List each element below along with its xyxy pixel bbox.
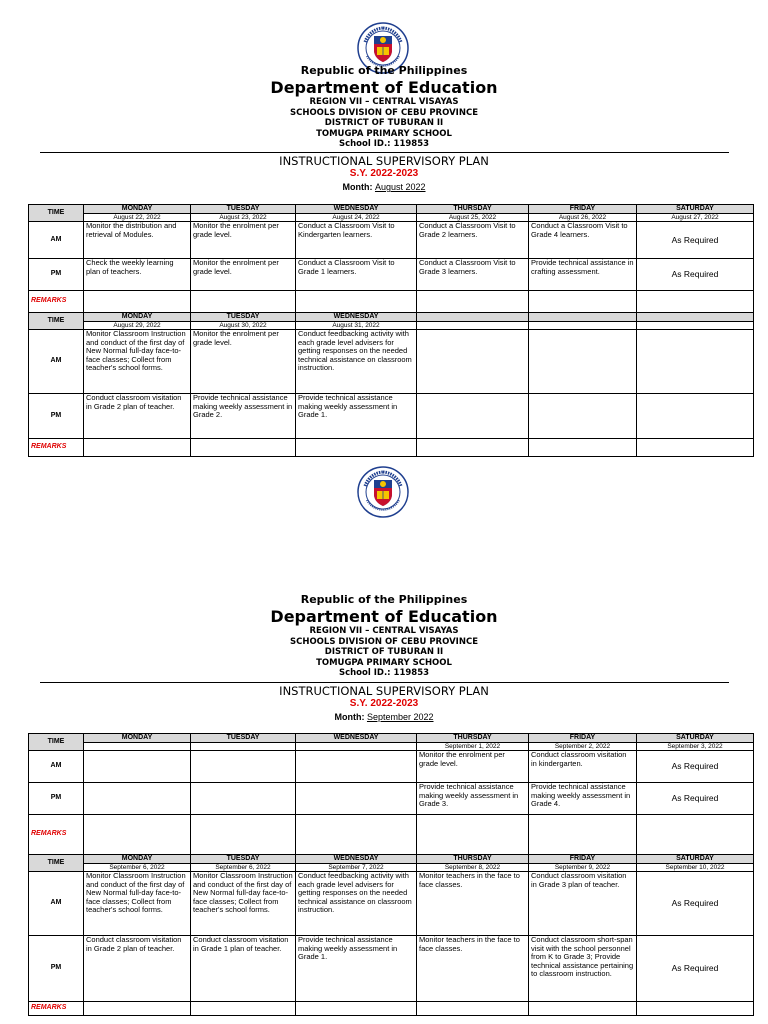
activity-cell: Provide technical assistance making weekly assessment in Grade 1. xyxy=(296,936,417,1002)
remarks-cell xyxy=(84,815,191,855)
remarks-cell xyxy=(296,815,417,855)
school-year: S.Y. 2022-2023 xyxy=(349,698,419,709)
pm-label: PM xyxy=(29,783,84,815)
date-cell: September 10, 2022 xyxy=(637,864,754,872)
day-name: SATURDAY xyxy=(637,205,754,214)
activity-cell: As Required xyxy=(637,936,754,1002)
activity-cell xyxy=(191,783,296,815)
time-header: TIME xyxy=(29,205,84,222)
remarks-cell xyxy=(637,815,754,855)
activity-cell: Provide technical assistance making weekly assessment in Grade 1. xyxy=(296,394,417,439)
activity-cell xyxy=(296,783,417,815)
day-name: THURSDAY xyxy=(417,734,529,743)
day-name: FRIDAY xyxy=(529,205,637,214)
date-cell xyxy=(84,743,191,751)
month-value: August 2022 xyxy=(374,182,426,192)
time-header: TIME xyxy=(29,855,84,872)
am-label: AM xyxy=(29,222,84,259)
remarks-cell xyxy=(637,1002,754,1016)
day-name: WEDNESDAY xyxy=(296,734,417,743)
activity-cell: Conduct feedbacking activity with each grade level advisers for getting responses on the needed technical assistance on classroom instruction. xyxy=(296,330,417,394)
date-cell: September 1, 2022 xyxy=(417,743,529,751)
activity-cell: Monitor the enrolment per grade level. xyxy=(417,751,529,783)
activity-cell: Provide technical assistance making weekly assessment in Grade 4. xyxy=(529,783,637,815)
activity-cell: As Required xyxy=(637,751,754,783)
date-cell: August 24, 2022 xyxy=(296,214,417,222)
activity-cell: Monitor teachers in the face to face classes. xyxy=(417,936,529,1002)
month-line xyxy=(0,712,768,722)
remarks-cell xyxy=(191,815,296,855)
remarks-cell xyxy=(417,1002,529,1016)
department-heading: Department of Education xyxy=(270,607,498,626)
time-header: TIME xyxy=(29,313,84,330)
activity-cell: Monitor the distribution and retrieval of Modules. xyxy=(84,222,191,259)
activity-cell xyxy=(84,751,191,783)
date-cell: September 6, 2022 xyxy=(191,864,296,872)
activity-cell xyxy=(296,751,417,783)
remarks-label: REMARKS xyxy=(29,291,84,313)
school-year: S.Y. 2022-2023 xyxy=(349,168,419,179)
schedule-table-september xyxy=(28,733,754,1016)
remarks-row xyxy=(29,815,754,855)
activity-cell: Check the weekly learning plan of teachers. xyxy=(84,259,191,291)
activity-cell: Conduct classroom visitation in Grade 2 plan of teacher. xyxy=(84,394,191,439)
pm-row xyxy=(29,936,754,1002)
day-name: WEDNESDAY xyxy=(296,313,417,322)
day-name: THURSDAY xyxy=(417,205,529,214)
month-label: Month: xyxy=(334,712,365,722)
day-name: MONDAY xyxy=(84,734,191,743)
district-line: DISTRICT OF TUBURAN II xyxy=(324,647,444,657)
remarks-label: REMARKS xyxy=(29,815,84,855)
deped-seal-logo xyxy=(357,466,409,518)
activity-cell: Provide technical assistance making weekly assessment in Grade 3. xyxy=(417,783,529,815)
day-name: MONDAY xyxy=(84,205,191,214)
activity-cell: Provide technical assistance making weekly assessment in Grade 2. xyxy=(191,394,296,439)
activity-cell: Provide technical assistance in crafting assessment. xyxy=(529,259,637,291)
activity-cell: As Required xyxy=(637,783,754,815)
activity-cell xyxy=(84,783,191,815)
date-cell: August 30, 2022 xyxy=(191,322,296,330)
pm-label: PM xyxy=(29,259,84,291)
day-name: TUESDAY xyxy=(191,313,296,322)
remarks-cell xyxy=(191,1002,296,1016)
date-cell: September 6, 2022 xyxy=(84,864,191,872)
date-cell: August 26, 2022 xyxy=(529,214,637,222)
date-cell: September 8, 2022 xyxy=(417,864,529,872)
remarks-cell xyxy=(296,1002,417,1016)
school-id: School ID.: 119853 xyxy=(338,139,430,149)
remarks-row xyxy=(29,1002,754,1016)
date-cell: August 27, 2022 xyxy=(637,214,754,222)
remarks-label: REMARKS xyxy=(29,439,84,457)
activity-cell: Conduct a Classroom Visit to Grade 4 learners. xyxy=(529,222,637,259)
am-label: AM xyxy=(29,330,84,394)
department-heading: Department of Education xyxy=(270,78,498,97)
remarks-cell xyxy=(529,815,637,855)
pm-label: PM xyxy=(29,936,84,1002)
date-row xyxy=(29,743,754,751)
month-value: September 2022 xyxy=(366,712,434,722)
activity-cell: Conduct a Classroom Visit to Grade 2 learners. xyxy=(417,222,529,259)
activity-cell: As Required xyxy=(637,872,754,936)
day-name: MONDAY xyxy=(84,313,191,322)
date-cell: August 29, 2022 xyxy=(84,322,191,330)
day-name: SATURDAY xyxy=(637,855,754,864)
activity-cell: Monitor Classroom Instruction and conduct of the first day of New Normal full-day face-to-face classes; Collect from teacher's school forms. xyxy=(191,872,296,936)
date-cell: September 2, 2022 xyxy=(529,743,637,751)
activity-cell: Conduct classroom visitation in kindergarten. xyxy=(529,751,637,783)
activity-cell: Conduct a Classroom Visit to Grade 3 learners. xyxy=(417,259,529,291)
day-name: THURSDAY xyxy=(417,855,529,864)
am-row xyxy=(29,872,754,936)
day-name: TUESDAY xyxy=(191,855,296,864)
day-header-row xyxy=(29,855,754,864)
pm-row xyxy=(29,783,754,815)
date-cell xyxy=(296,743,417,751)
remarks-cell xyxy=(417,815,529,855)
activity-cell: Monitor the enrolment per grade level. xyxy=(191,222,296,259)
region-line: REGION VII – CENTRAL VISAYAS xyxy=(309,626,459,636)
header-divider xyxy=(40,682,729,683)
pm-label: PM xyxy=(29,394,84,439)
remarks-cell xyxy=(84,1002,191,1016)
day-name: FRIDAY xyxy=(529,855,637,864)
day-name: SATURDAY xyxy=(637,734,754,743)
district-line: DISTRICT OF TUBURAN II xyxy=(324,118,444,128)
activity-cell xyxy=(191,751,296,783)
am-label: AM xyxy=(29,751,84,783)
activity-cell: Conduct feedbacking activity with each grade level advisers for getting responses on the needed technical assistance on classroom instruction. xyxy=(296,872,417,936)
day-name: FRIDAY xyxy=(529,734,637,743)
school-id: School ID.: 119853 xyxy=(338,668,430,678)
activity-cell: Conduct classroom short-span visit with the school personnel from K to Grade 3; Provide technical assistance pertaining to classroom instruction. xyxy=(529,936,637,1002)
date-cell: August 23, 2022 xyxy=(191,214,296,222)
activity-cell: Conduct classroom visitation in Grade 1 plan of teacher. xyxy=(191,936,296,1002)
republic-heading: Republic of the Philippines xyxy=(300,64,468,77)
activity-cell: As Required xyxy=(637,259,754,291)
date-cell: August 31, 2022 xyxy=(296,322,417,330)
republic-heading: Republic of the Philippines xyxy=(300,593,468,606)
activity-cell: Conduct classroom visitation in Grade 3 plan of teacher. xyxy=(529,872,637,936)
activity-cell: As Required xyxy=(637,222,754,259)
activity-cell: Monitor Classroom Instruction and conduct of the first day of New Normal full-day face-to-face classes; Collect from teacher's school forms. xyxy=(84,872,191,936)
division-line: SCHOOLS DIVISION OF CEBU PROVINCE xyxy=(289,107,478,118)
am-row xyxy=(29,751,754,783)
day-name: TUESDAY xyxy=(191,734,296,743)
activity-cell: Monitor teachers in the face to face classes. xyxy=(417,872,529,936)
division-line: SCHOOLS DIVISION OF CEBU PROVINCE xyxy=(289,636,478,647)
day-name: WEDNESDAY xyxy=(296,205,417,214)
date-cell: September 3, 2022 xyxy=(637,743,754,751)
remarks-cell xyxy=(529,1002,637,1016)
school-name: TOMUGPA PRIMARY SCHOOL xyxy=(316,128,452,139)
time-header: TIME xyxy=(29,734,84,751)
date-cell: September 9, 2022 xyxy=(529,864,637,872)
day-name: TUESDAY xyxy=(191,205,296,214)
plan-title: INSTRUCTIONAL SUPERVISORY PLAN xyxy=(279,684,489,698)
remarks-label: REMARKS xyxy=(29,1002,84,1016)
date-cell: August 22, 2022 xyxy=(84,214,191,222)
activity-cell: Monitor the enrolment per grade level. xyxy=(191,259,296,291)
date-cell: September 7, 2022 xyxy=(296,864,417,872)
day-name: WEDNESDAY xyxy=(296,855,417,864)
date-cell: August 25, 2022 xyxy=(417,214,529,222)
day-header-row xyxy=(29,734,754,743)
activity-cell: Monitor the enrolment per grade level. xyxy=(191,330,296,394)
activity-cell: Conduct classroom visitation in Grade 2 plan of teacher. xyxy=(84,936,191,1002)
date-row xyxy=(29,864,754,872)
day-name: MONDAY xyxy=(84,855,191,864)
region-line: REGION VII – CENTRAL VISAYAS xyxy=(309,97,459,107)
school-name: TOMUGPA PRIMARY SCHOOL xyxy=(316,657,452,668)
activity-cell: Conduct a Classroom Visit to Grade 1 learners. xyxy=(296,259,417,291)
month-label: Month: xyxy=(342,182,373,192)
activity-cell: Conduct a Classroom Visit to Kindergarten learners. xyxy=(296,222,417,259)
activity-cell: Monitor Classroom Instruction and conduct of the first day of New Normal full-day face-to-face classes; Collect from teacher's school forms. xyxy=(84,330,191,394)
am-label: AM xyxy=(29,872,84,936)
date-cell xyxy=(191,743,296,751)
plan-title: INSTRUCTIONAL SUPERVISORY PLAN xyxy=(279,154,489,168)
